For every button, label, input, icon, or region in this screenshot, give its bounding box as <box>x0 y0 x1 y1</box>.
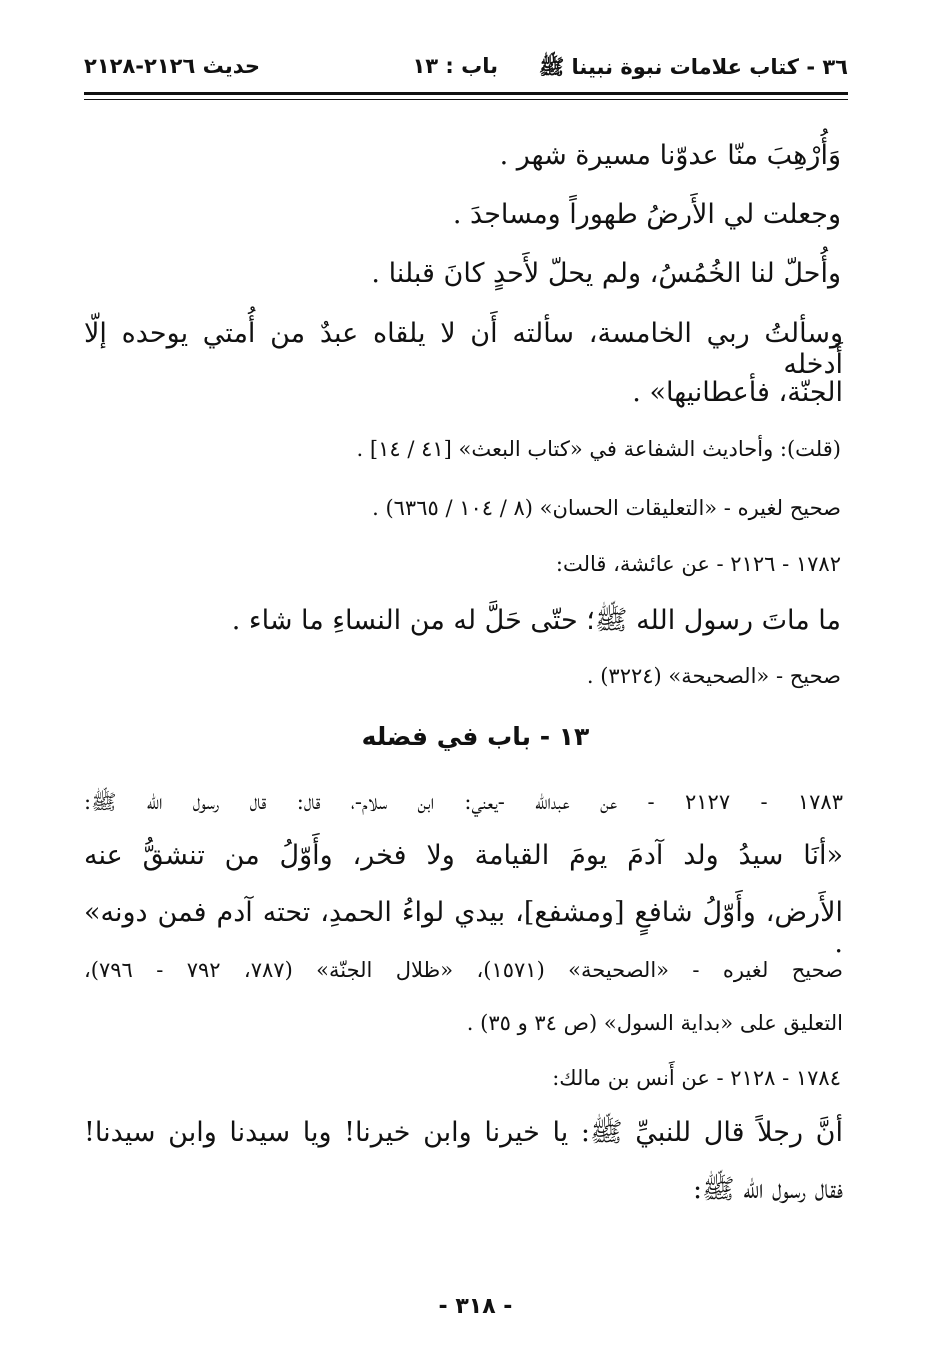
hadith-number-line: ١٧٨٢ - ٢١٢٦ - عن عائشة، قالت: <box>555 552 841 576</box>
grading-line: صحيح - «الصحيحة» (٣٢٢٤) . <box>586 664 841 688</box>
text-line: «أنَا سيدُ ولد آدمَ يومَ القيامة ولا فخر، وأَوّلُ من تنشقُّ عنه <box>84 840 843 871</box>
hadith-number-line: ١٧٨٤ - ٢١٢٨ - عن أَنس بن مالك: <box>552 1066 841 1090</box>
note-line: (قلت): وأحاديث الشفاعة في «كتاب البعث» [٤١ / ١٤] . <box>356 437 841 461</box>
grading-line: صحيح لغيره - «التعليقات الحسان» (٨ / ١٠٤ / ٦٣٦٥) . <box>372 496 841 520</box>
text-line: الأَرض، وأَوّلُ شافعٍ [ومشفع]، بيدي لواءُ الحمدِ، تحته آدم فمن دونه» . <box>84 897 843 959</box>
text-line: ما ماتَ رسول الله ﷺ؛ حتّى حَلَّ له من النساءِ ما شاء . <box>231 605 841 636</box>
text-line: وَأُرْهِبَ منّا عدوّنا مسيرة شهر . <box>499 140 841 171</box>
text-line: وأُحلّ لنا الخُمُسُ، ولم يحلّ لأَحدٍ كانَ قبلنا . <box>371 258 841 289</box>
running-header <box>84 54 848 90</box>
text-line: وجعلت لي الأَرضُ طهوراً ومساجدَ . <box>452 199 841 230</box>
hadith-number-line: ١٧٨٣ - ٢١٢٧ - عن عبدالله -يعني: ابن سلام-، قال: قال رسول الله ﷺ: <box>84 790 843 814</box>
header-chapter: باب : ١٣ <box>412 54 498 78</box>
text-line: الجنّة، فأعطانيها» . <box>632 377 843 408</box>
text-line: أنَّ رجلاً قال للنبيِّ ﷺ: يا خيرنا وابن خيرنا! ويا سيدنا وابن سيدنا! <box>84 1117 843 1148</box>
grading-line: صحيح لغيره - «الصحيحة» (١٥٧١)، «ظلال الجنّة» (٧٨٧، ٧٩٢ - ٧٩٦)، <box>84 958 844 982</box>
header-rule-thin <box>84 99 848 100</box>
header-rule-thick <box>84 92 848 95</box>
header-book-title: ٣٦ - كتاب علامات نبوة نبينا ﷺ <box>538 55 848 79</box>
page-number: - ٣١٨ - <box>438 1294 513 1319</box>
grading-line: التعليق على «بداية السول» (ص ٣٤ و ٣٥) . <box>466 1011 843 1035</box>
text-line: وسألتُ ربي الخامسة، سألته أَن لا يلقاه عبدٌ من أُمتي يوحده إلّا أَدخله <box>84 318 843 380</box>
section-title: ١٣ - باب في فضله <box>361 722 590 751</box>
header-hadith-range: حديث ٢١٢٦-٢١٢٨ <box>84 54 260 78</box>
text-line: فقال رسول الله ﷺ: <box>692 1174 843 1205</box>
